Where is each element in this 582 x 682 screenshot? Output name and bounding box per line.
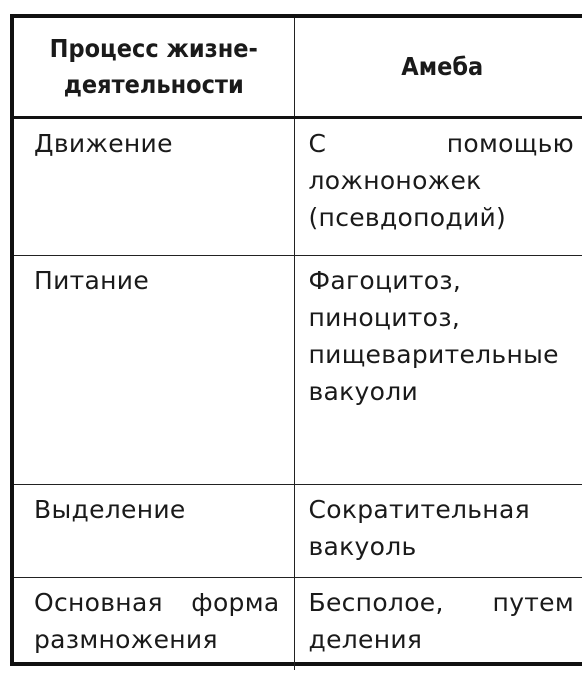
cell-amoeba <box>294 118 582 256</box>
cell-text: Питание <box>34 266 150 295</box>
cell-text: Бесполое, путем деления <box>308 588 574 654</box>
cell-text: Фагоцитоз, пиноцитоз, пищеварительные вакуоли <box>308 266 559 406</box>
cell-text: С помощью ложноножек (псевдоподий) <box>308 129 574 232</box>
cell-amoeba <box>294 256 582 485</box>
table-row <box>14 578 582 671</box>
table-row <box>14 485 582 578</box>
cell-amoeba <box>294 578 582 671</box>
comparison-table-frame <box>10 14 582 666</box>
cell-text: Выделение <box>34 495 186 524</box>
header-amoeba <box>294 18 582 118</box>
cell-text: Основная форма размножения <box>34 588 280 654</box>
table-row <box>14 256 582 485</box>
table-row <box>14 118 582 256</box>
cell-text: Движение <box>34 129 173 158</box>
header-process-label: Процесс жизне-деятельности <box>49 34 258 99</box>
cell-process <box>14 578 294 671</box>
cell-text: Сократительная вакуоль <box>308 495 530 561</box>
cell-process <box>14 256 294 485</box>
cell-process <box>14 485 294 578</box>
comparison-table <box>14 18 582 670</box>
cell-process <box>14 118 294 256</box>
table-header-row <box>14 18 582 118</box>
header-amoeba-label: Амеба <box>401 52 484 81</box>
cell-amoeba <box>294 485 582 578</box>
header-process <box>14 18 294 118</box>
